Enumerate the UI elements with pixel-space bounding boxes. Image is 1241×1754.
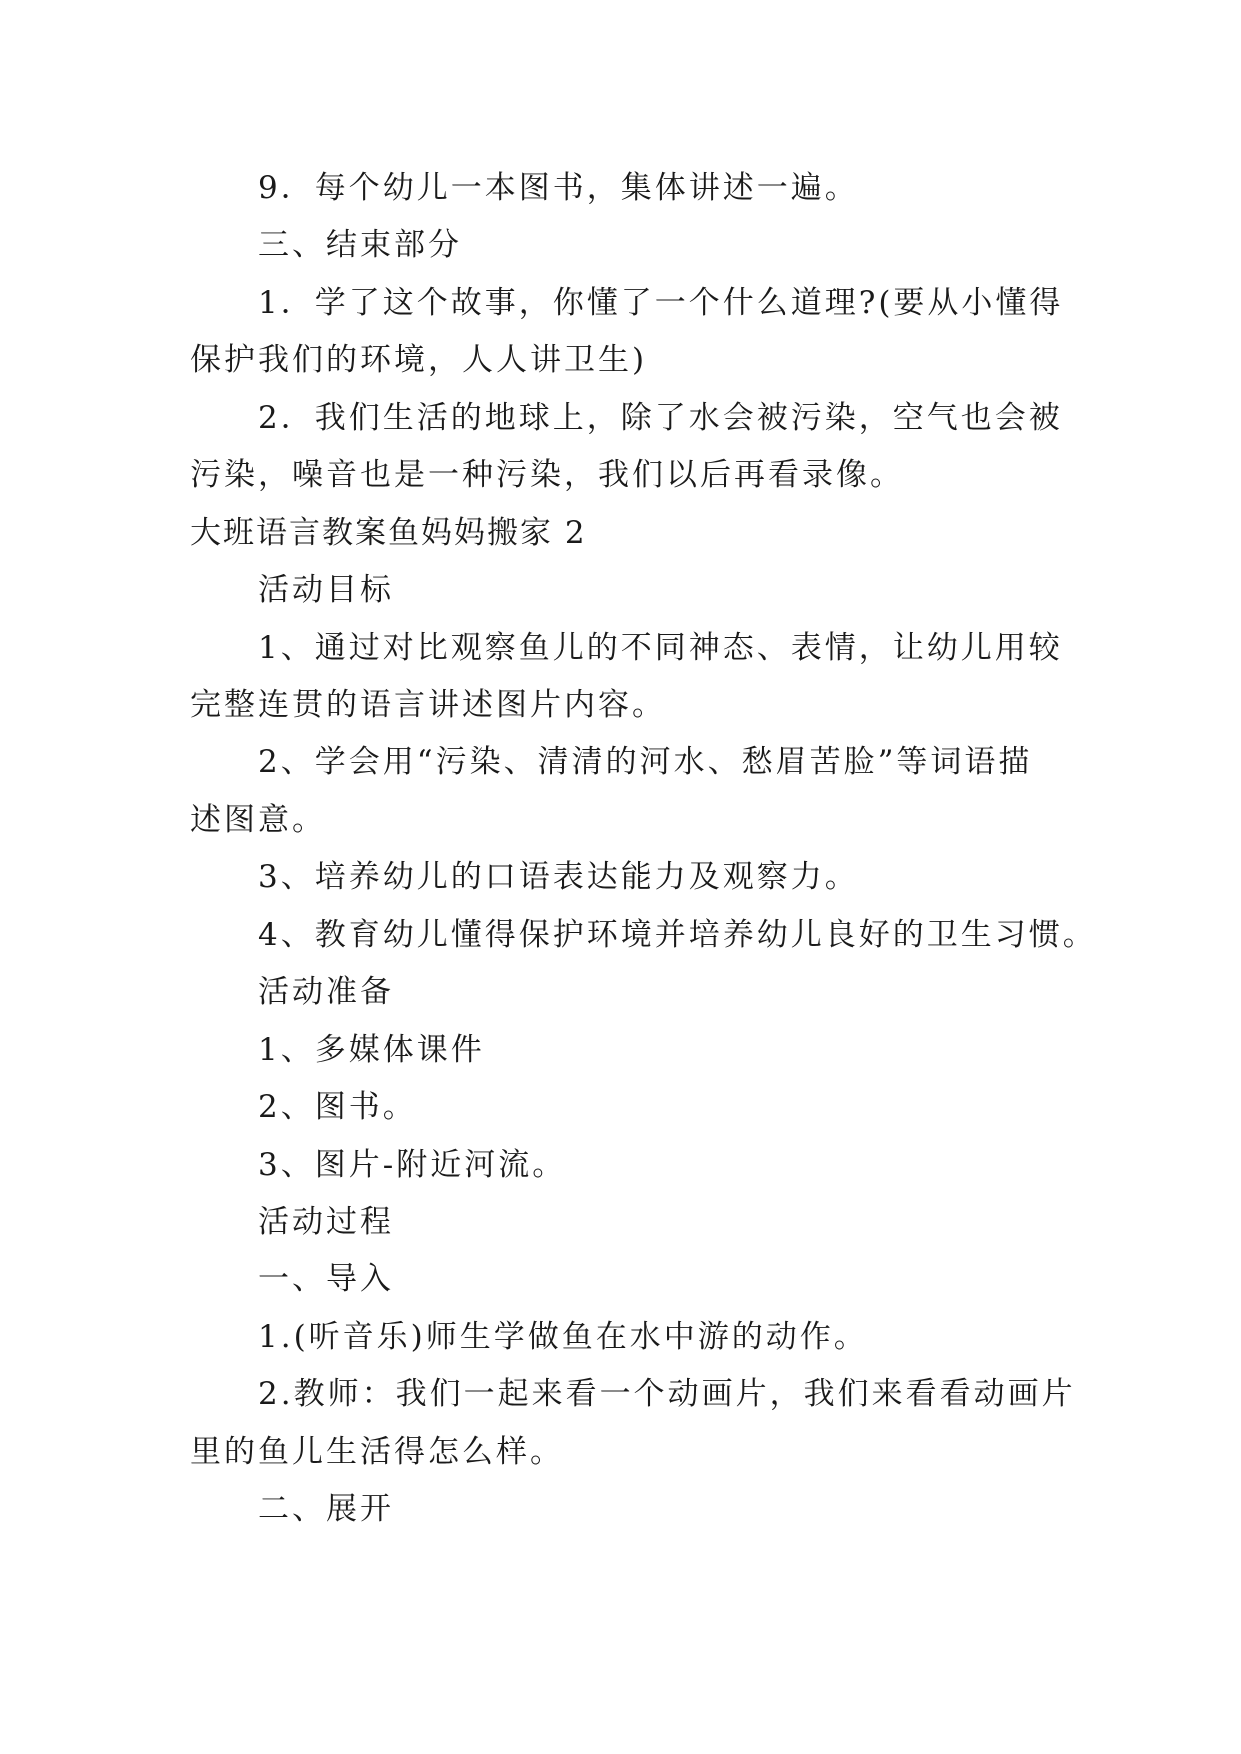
paragraph-line: 污染，噪音也是一种污染，我们以后再看录像。 (190, 457, 904, 493)
paragraph-line: 9．每个幼儿一本图书，集体讲述一遍。 (258, 170, 859, 206)
paragraph-line: 2.教师：我们一起来看一个动画片，我们来看看动画片 (258, 1376, 1076, 1412)
paragraph-line: 1．学了这个故事，你懂了一个什么道理?(要从小懂得 (258, 285, 1064, 321)
paragraph-line: 完整连贯的语言讲述图片内容。 (190, 687, 666, 723)
section-heading: 二、展开 (258, 1491, 394, 1527)
document-title: 大班语言教案鱼妈妈搬家 2 (190, 515, 587, 551)
paragraph-line: 4、教育幼儿懂得保护环境并培养幼儿良好的卫生习惯。 (258, 917, 1097, 953)
paragraph-line: 3、图片-附近河流。 (258, 1147, 567, 1183)
section-heading: 活动准备 (258, 974, 394, 1010)
section-heading: 三、结束部分 (258, 227, 462, 263)
section-heading: 活动过程 (258, 1204, 394, 1240)
paragraph-line: 1.(听音乐)师生学做鱼在水中游的动作。 (258, 1319, 868, 1355)
paragraph-line: 述图意。 (190, 802, 326, 838)
section-heading: 一、导入 (258, 1261, 394, 1297)
paragraph-line: 1、多媒体课件 (258, 1032, 485, 1068)
paragraph-line: 2、图书。 (258, 1089, 417, 1125)
section-heading: 活动目标 (258, 572, 394, 608)
paragraph-line: 3、培养幼儿的口语表达能力及观察力。 (258, 859, 859, 895)
paragraph-line: 2．我们生活的地球上，除了水会被污染，空气也会被 (258, 400, 1063, 436)
paragraph-line: 2、学会用“污染、清清的河水、愁眉苦脸”等词语描 (258, 744, 1033, 780)
paragraph-line: 里的鱼儿生活得怎么样。 (190, 1434, 564, 1470)
paragraph-line: 保护我们的环境，人人讲卫生) (190, 342, 648, 378)
paragraph-line: 1、通过对比观察鱼儿的不同神态、表情，让幼儿用较 (258, 630, 1063, 666)
